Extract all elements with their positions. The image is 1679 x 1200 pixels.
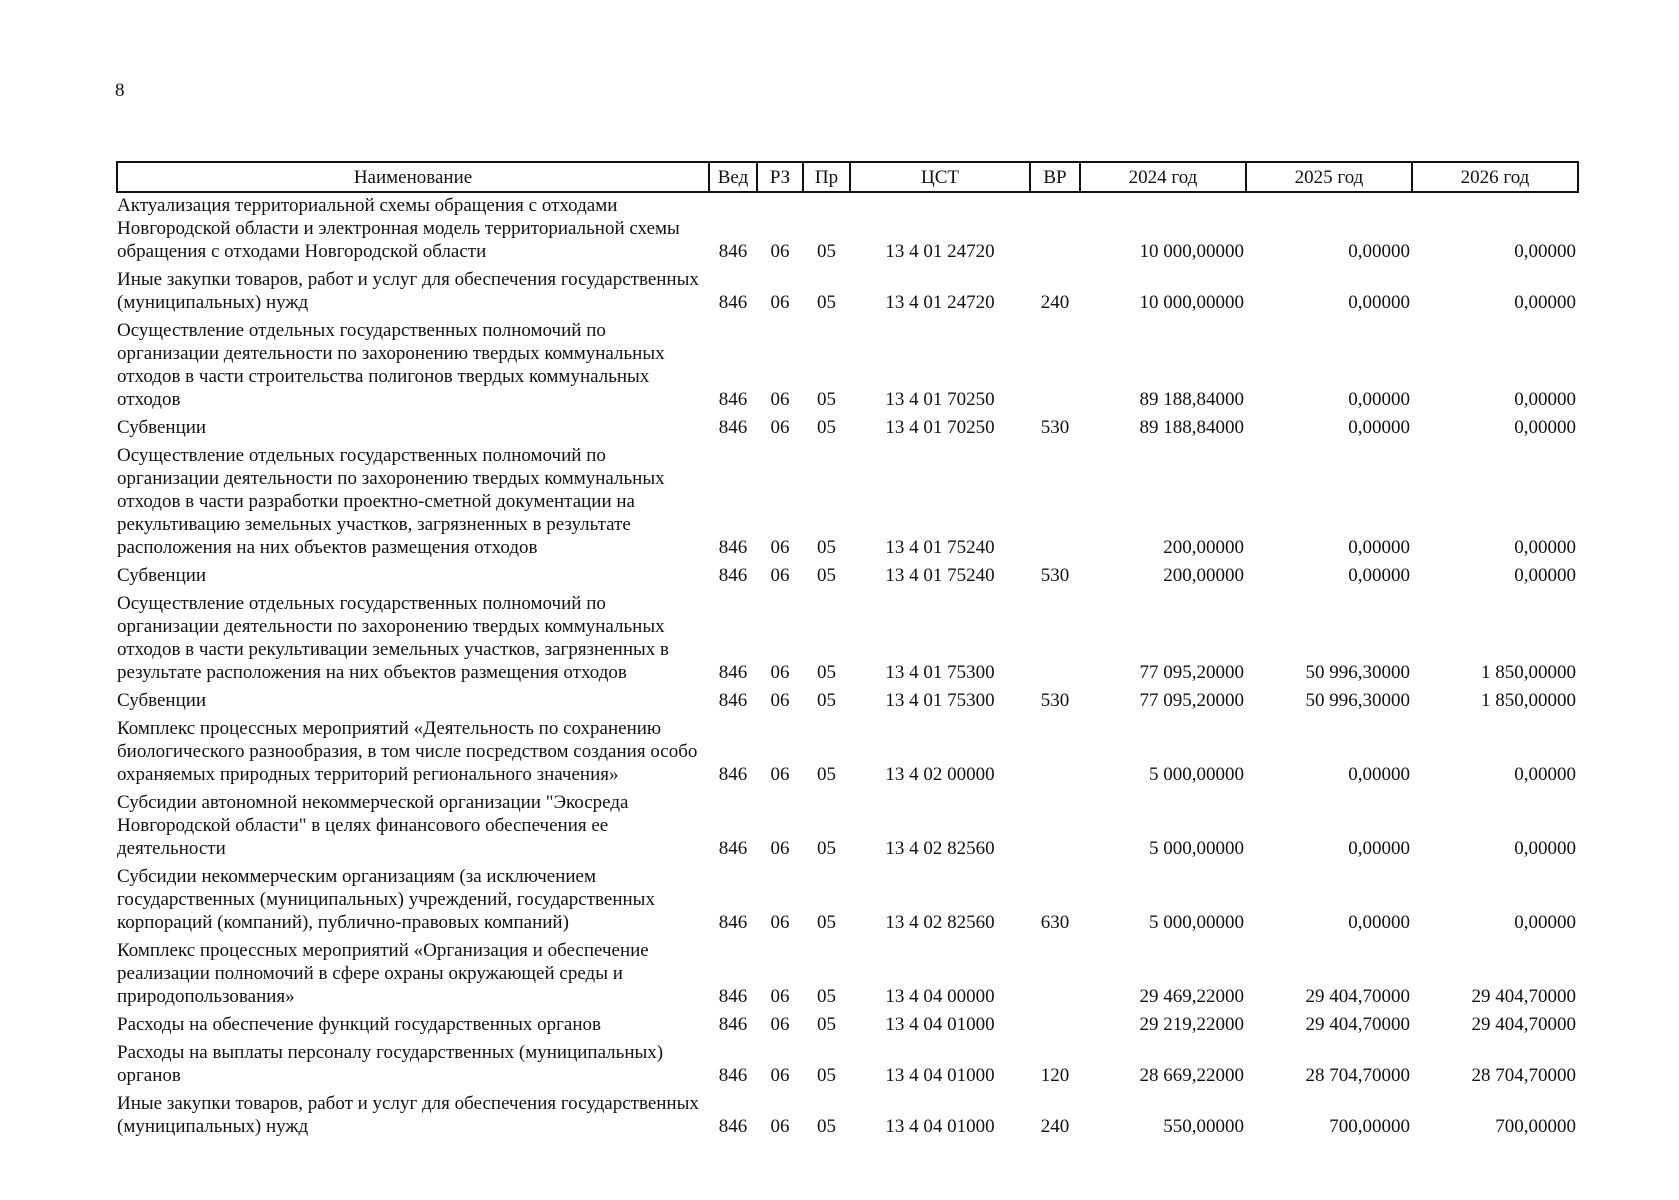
row-ved: 846 (718, 690, 748, 711)
header-rz: РЗ (757, 162, 803, 192)
row-name: Субсидии автономной некоммерческой организации "Экосреда Новгородской области" в целях финансового обеспечения ее деятельности (117, 792, 629, 859)
row-name: Расходы на обеспечение функций государственных органов (117, 1014, 601, 1035)
row-cst: 13 4 01 75300 (885, 662, 995, 683)
row-2024: 29 469,22000 (1139, 986, 1244, 1007)
row-rz: 06 (770, 838, 790, 859)
row-cst: 13 4 04 00000 (885, 986, 995, 1007)
row-vr (1030, 192, 1080, 267)
row-2025: 0,00000 (1348, 241, 1410, 262)
table-row (117, 1091, 1578, 1142)
row-rz: 06 (770, 690, 790, 711)
row-2026: 0,00000 (1514, 537, 1576, 558)
row-ved: 846 (718, 912, 748, 933)
row-name: Расходы на выплаты персоналу государственных (муниципальных) органов (117, 1042, 664, 1086)
row-pr: 05 (817, 417, 836, 438)
row-cst: 13 4 01 75240 (885, 537, 995, 558)
table-header-row (117, 162, 1578, 192)
row-2024: 5 000,00000 (1149, 764, 1244, 785)
row-ved: 846 (718, 537, 748, 558)
row-name: Осуществление отдельных государственных полномочий по организации деятельности по захоронению твердых коммунальных отходов в части рекультивации земельных участков, загрязненных в результате расположения на них объектов размещения отходов (117, 593, 669, 683)
row-rz: 06 (770, 1116, 790, 1137)
row-2026: 28 704,70000 (1471, 1065, 1576, 1086)
row-2026: 0,00000 (1514, 292, 1576, 313)
row-cst: 13 4 01 75300 (885, 690, 995, 711)
row-2024: 28 669,22000 (1139, 1065, 1244, 1086)
row-2025: 0,00000 (1348, 838, 1410, 859)
row-ved: 846 (718, 764, 748, 785)
table-row (117, 790, 1578, 864)
header-vr: ВР (1030, 162, 1080, 192)
table-row (117, 591, 1578, 688)
row-2026: 1 850,00000 (1481, 662, 1576, 683)
table-row (117, 716, 1578, 790)
row-2024: 77 095,20000 (1139, 662, 1244, 683)
row-2025: 0,00000 (1348, 764, 1410, 785)
row-2026: 1 850,00000 (1481, 690, 1576, 711)
row-2025: 700,00000 (1329, 1116, 1410, 1137)
row-2024: 200,00000 (1163, 537, 1244, 558)
row-2026: 0,00000 (1514, 565, 1576, 586)
table-row (117, 563, 1578, 591)
row-cst: 13 4 02 00000 (885, 764, 995, 785)
row-rz: 06 (770, 764, 790, 785)
header-2025: 2025 год (1246, 162, 1412, 192)
row-2026: 0,00000 (1514, 389, 1576, 410)
table-row (117, 938, 1578, 1012)
row-vr: 240 (1040, 1116, 1070, 1137)
row-vr: 530 (1040, 690, 1070, 711)
table-row (117, 1012, 1578, 1040)
row-ved: 846 (718, 1116, 748, 1137)
row-2025: 0,00000 (1348, 292, 1410, 313)
row-cst: 13 4 01 70250 (885, 417, 995, 438)
row-cst: 13 4 04 01000 (885, 1065, 995, 1086)
row-ved: 846 (718, 986, 748, 1007)
row-pr: 05 (817, 241, 836, 262)
row-2026: 0,00000 (1514, 417, 1576, 438)
row-2024: 10 000,00000 (1139, 292, 1244, 313)
row-rz: 06 (770, 565, 790, 586)
row-vr: 240 (1040, 292, 1070, 313)
table-row (117, 267, 1578, 318)
row-2024: 550,00000 (1163, 1116, 1244, 1137)
row-2025: 0,00000 (1348, 912, 1410, 933)
row-2026: 0,00000 (1514, 912, 1576, 933)
table-row (117, 443, 1578, 563)
row-2026: 700,00000 (1495, 1116, 1576, 1137)
row-vr (1030, 443, 1080, 563)
table-row (117, 318, 1578, 415)
row-pr: 05 (817, 690, 836, 711)
row-name: Актуализация территориальной схемы обращения с отходами Новгородской области и электронная модель территориальной схемы обращения с отходами Новгородской области (117, 195, 680, 262)
row-2024: 200,00000 (1163, 565, 1244, 586)
row-2025: 0,00000 (1348, 565, 1410, 586)
table-row (117, 864, 1578, 938)
table-row (117, 688, 1578, 716)
row-pr: 05 (817, 1014, 836, 1035)
table-row (117, 415, 1578, 443)
row-name: Субвенции (117, 417, 207, 438)
header-ved: Вед (709, 162, 757, 192)
row-vr (1030, 790, 1080, 864)
row-vr: 530 (1040, 565, 1070, 586)
row-pr: 05 (817, 389, 836, 410)
row-2026: 29 404,70000 (1471, 986, 1576, 1007)
row-2025: 0,00000 (1348, 537, 1410, 558)
row-2024: 77 095,20000 (1139, 690, 1244, 711)
row-pr: 05 (817, 986, 836, 1007)
row-ved: 846 (718, 1065, 748, 1086)
row-vr (1030, 716, 1080, 790)
row-pr: 05 (817, 838, 836, 859)
row-2024: 10 000,00000 (1139, 241, 1244, 262)
budget-table-container (116, 161, 1577, 1142)
row-rz: 06 (770, 662, 790, 683)
row-name: Иные закупки товаров, работ и услуг для обеспечения государственных (муниципальных) нужд (117, 269, 699, 313)
row-2025: 29 404,70000 (1305, 1014, 1410, 1035)
row-2026: 0,00000 (1514, 838, 1576, 859)
row-pr: 05 (817, 1065, 836, 1086)
row-rz: 06 (770, 389, 790, 410)
row-2025: 28 704,70000 (1305, 1065, 1410, 1086)
row-2025: 0,00000 (1348, 389, 1410, 410)
row-cst: 13 4 04 01000 (885, 1116, 995, 1137)
row-rz: 06 (770, 241, 790, 262)
row-rz: 06 (770, 986, 790, 1007)
row-name: Иные закупки товаров, работ и услуг для обеспечения государственных (муниципальных) нужд (117, 1093, 699, 1137)
row-pr: 05 (817, 292, 836, 313)
row-vr: 120 (1040, 1065, 1070, 1086)
header-name: Наименование (117, 162, 709, 192)
row-pr: 05 (817, 912, 836, 933)
row-rz: 06 (770, 1065, 790, 1086)
row-cst: 13 4 04 01000 (885, 1014, 995, 1035)
row-vr (1030, 1012, 1080, 1040)
row-2024: 5 000,00000 (1149, 912, 1244, 933)
row-2025: 0,00000 (1348, 417, 1410, 438)
row-rz: 06 (770, 292, 790, 313)
row-rz: 06 (770, 912, 790, 933)
table-body (117, 192, 1578, 1142)
row-2024: 89 188,84000 (1139, 417, 1244, 438)
row-2026: 0,00000 (1514, 764, 1576, 785)
row-rz: 06 (770, 1014, 790, 1035)
row-vr (1030, 591, 1080, 688)
row-cst: 13 4 02 82560 (885, 912, 995, 933)
row-2024: 89 188,84000 (1139, 389, 1244, 410)
row-ved: 846 (718, 417, 748, 438)
row-vr (1030, 938, 1080, 1012)
row-name: Субвенции (117, 690, 207, 711)
row-vr: 530 (1040, 417, 1070, 438)
row-2025: 50 996,30000 (1305, 690, 1410, 711)
row-ved: 846 (718, 389, 748, 410)
row-name: Осуществление отдельных государственных полномочий по организации деятельности по захоронению твердых коммунальных отходов в части разработки проектно-сметной документации на рекультивацию земельных участков, загрязненных в результате расположения на них объектов размещения отходов (117, 445, 665, 558)
row-pr: 05 (817, 764, 836, 785)
row-pr: 05 (817, 537, 836, 558)
row-name: Осуществление отдельных государственных полномочий по организации деятельности по захоронению твердых коммунальных отходов в части строительства полигонов твердых коммунальных отходов (117, 320, 665, 410)
row-pr: 05 (817, 565, 836, 586)
budget-table (116, 161, 1579, 1142)
row-2024: 29 219,22000 (1139, 1014, 1244, 1035)
row-ved: 846 (718, 838, 748, 859)
row-pr: 05 (817, 1116, 836, 1137)
row-2024: 5 000,00000 (1149, 838, 1244, 859)
row-vr (1030, 318, 1080, 415)
header-2026: 2026 год (1412, 162, 1578, 192)
header-pr: Пр (803, 162, 850, 192)
row-name: Субсидии некоммерческим организациям (за исключением государственных (муниципальных) учреждений, государственных корпораций (компаний), публично-правовых компаний) (117, 866, 655, 933)
row-cst: 13 4 01 70250 (885, 389, 995, 410)
row-2025: 50 996,30000 (1305, 662, 1410, 683)
row-pr: 05 (817, 662, 836, 683)
row-2026: 0,00000 (1514, 241, 1576, 262)
row-name: Комплекс процессных мероприятий «Деятельность по сохранению биологического разнообразия, в том числе посредством создания особо охраняемых природных территорий регионального значения» (117, 718, 698, 785)
page-number: 8 (115, 80, 125, 101)
row-cst: 13 4 01 24720 (885, 292, 995, 313)
row-cst: 13 4 01 75240 (885, 565, 995, 586)
header-2024: 2024 год (1080, 162, 1246, 192)
table-row (117, 1040, 1578, 1091)
row-vr: 630 (1040, 912, 1070, 933)
row-name: Субвенции (117, 565, 207, 586)
row-name: Комплекс процессных мероприятий «Организация и обеспечение реализации полномочий в сфере охраны окружающей среды и природопользования» (117, 940, 649, 1007)
row-2025: 29 404,70000 (1305, 986, 1410, 1007)
row-cst: 13 4 02 82560 (885, 838, 995, 859)
row-ved: 846 (718, 292, 748, 313)
header-cst: ЦСТ (850, 162, 1030, 192)
table-row (117, 192, 1578, 267)
row-rz: 06 (770, 417, 790, 438)
row-ved: 846 (718, 662, 748, 683)
row-ved: 846 (718, 241, 748, 262)
row-ved: 846 (718, 1014, 748, 1035)
row-rz: 06 (770, 537, 790, 558)
row-ved: 846 (718, 565, 748, 586)
row-2026: 29 404,70000 (1471, 1014, 1576, 1035)
row-cst: 13 4 01 24720 (885, 241, 995, 262)
